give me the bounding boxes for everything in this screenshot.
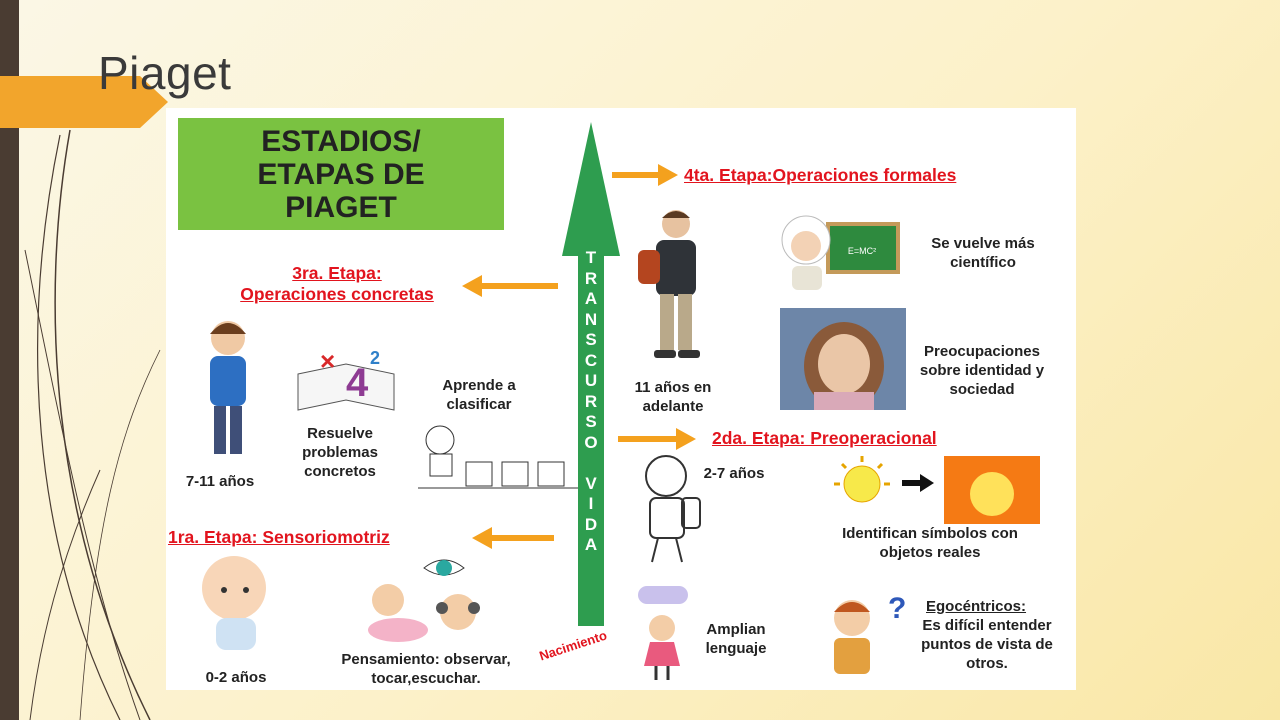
teen-boy-illustration (620, 204, 728, 362)
stage-3-trait-2: Aprende a clasificar (442, 377, 516, 413)
arrow-left-icon (472, 527, 554, 549)
piaget-stages-infographic (166, 108, 1076, 690)
heading-box (178, 118, 504, 230)
stage-2-title: 2da. Etapa: Preoperacional (712, 428, 937, 448)
svg-text:?: ? (888, 592, 907, 625)
heading-line-1: ESTADIOS/ (261, 124, 421, 158)
arrow-right-icon (612, 164, 678, 186)
stage-2-trait-2: Amplian lenguaje (705, 621, 767, 657)
arrow-left-icon (462, 275, 558, 297)
stage-4-trait-1: Se vuelve más científico (931, 235, 1035, 271)
stage-2-trait-3: Es difícil entender puntos de vista de otros. (921, 617, 1053, 672)
svg-text:4: 4 (346, 361, 369, 405)
classifying-child-drawing (418, 422, 578, 492)
heading-line-2: ETAPAS DE (257, 157, 425, 191)
stage-4-trait-2: Preocupaciones sobre identidad y sociedad (919, 343, 1045, 398)
stage-3-trait-1: Resuelve problemas concretos (302, 425, 378, 480)
heading-line-3: PIAGET (285, 190, 397, 224)
baby-illustration (196, 550, 278, 660)
slide-title: Piaget (98, 47, 232, 99)
stage-3-age: 7-11 años (185, 473, 255, 490)
stage-4-title: 4ta. Etapa:Operaciones formales (684, 165, 957, 185)
arrow-right-icon (618, 428, 696, 450)
stage-2-trait-3-title: Egocéntricos: (926, 598, 1027, 615)
stage-2-age: 2-7 años (703, 465, 765, 482)
stage-4-age: 11 años en adelante (634, 379, 712, 415)
birth-label: Nacimiento (537, 627, 609, 664)
life-course-label: T R A N S C U R S O V I D A (584, 248, 598, 554)
einstein-illustration (770, 208, 900, 294)
svg-text:×: × (320, 346, 336, 376)
thinking-girl-photo (780, 308, 906, 410)
stage-2-trait-1: Identifican símbolos con objetos reales (842, 525, 1018, 561)
stage-3-title: 3ra. Etapa: Operaciones concretas (240, 263, 434, 304)
math-book-icon (290, 334, 402, 414)
talking-girl-illustration (634, 586, 694, 682)
sun-symbol-icon (820, 454, 1046, 530)
baby-senses-illustration (358, 548, 490, 644)
svg-text:E=MC²: E=MC² (847, 246, 877, 256)
boy-illustration (192, 316, 262, 466)
stage-1-title: 1ra. Etapa: Sensoriomotriz (168, 527, 390, 547)
stage-1-age: 0-2 años (205, 669, 267, 686)
stage-1-trait-1: Pensamiento: observar, tocar,escuchar. (341, 651, 511, 687)
svg-text:2: 2 (370, 348, 381, 368)
